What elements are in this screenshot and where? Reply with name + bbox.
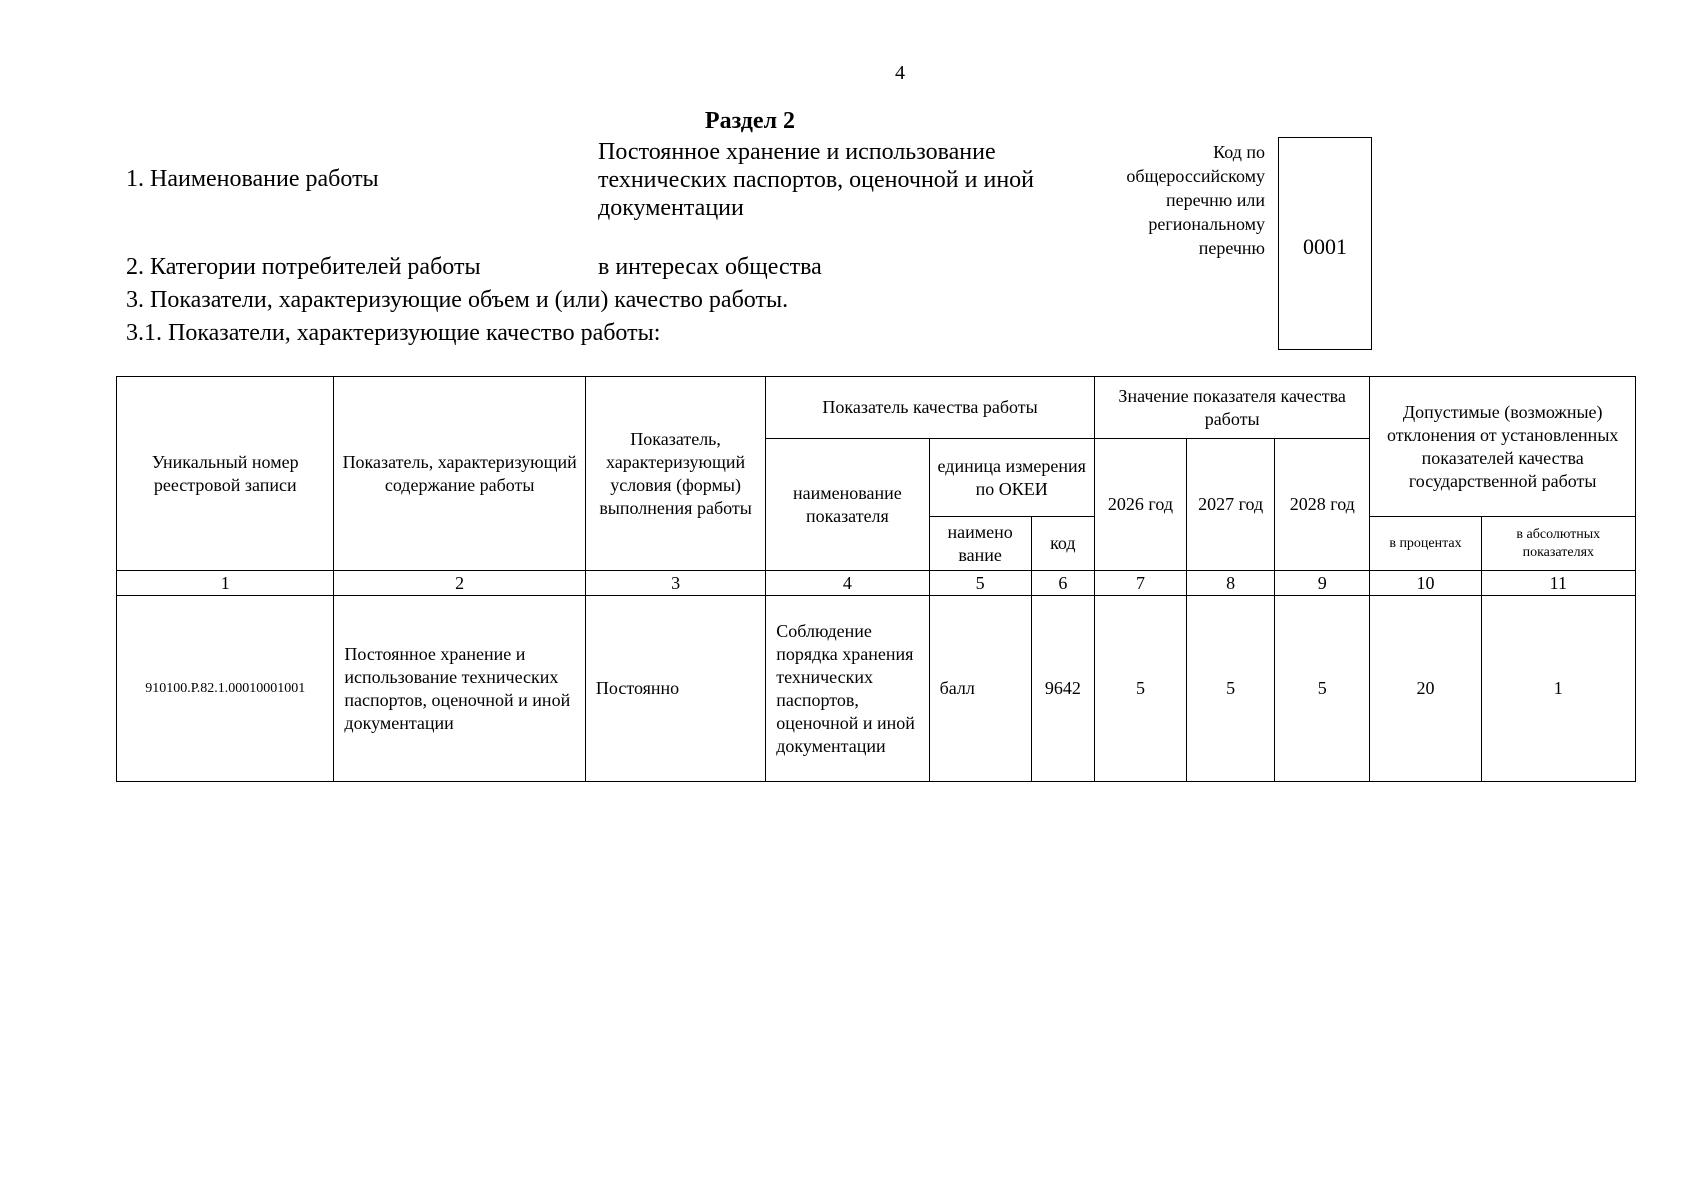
header-year-2027: 2027 год — [1187, 439, 1275, 571]
column-number: 6 — [1031, 571, 1094, 596]
column-number: 9 — [1275, 571, 1370, 596]
quality-indicators-table — [116, 376, 1636, 782]
unit-name-cell: балл — [929, 596, 1031, 782]
deviation-percent-cell: 20 — [1370, 596, 1481, 782]
quality-heading: 3.1. Показатели, характеризующие качество работы: — [126, 320, 661, 346]
value-2026-cell: 5 — [1094, 596, 1186, 782]
header-unit-code: код — [1031, 517, 1094, 571]
unit-code-cell: 9642 — [1031, 596, 1094, 782]
column-number: 7 — [1094, 571, 1186, 596]
header-conditions-indicator: Показатель, характеризующий условия (формы) выполнения работы — [585, 377, 765, 571]
work-name-label: 1. Наименование работы — [126, 166, 379, 192]
value-2028-cell: 5 — [1275, 596, 1370, 782]
registry-code-label: Код по общероссийскому перечню или региональному перечню — [1126, 142, 1265, 258]
content-cell: Постоянное хранение и использование технических паспортов, оценочной и иной документации — [334, 596, 585, 782]
column-number: 3 — [585, 571, 765, 596]
conditions-cell: Постоянно — [585, 596, 765, 782]
value-2027-cell: 5 — [1187, 596, 1275, 782]
column-number: 1 — [117, 571, 334, 596]
column-number: 8 — [1187, 571, 1275, 596]
deviation-absolute-cell: 1 — [1481, 596, 1635, 782]
indicator-name-cell: Соблюдение порядка хранения технических паспортов, оценочной и иной документации — [766, 596, 929, 782]
header-in-percent: в процентах — [1370, 517, 1481, 571]
header-quality-value: Значение показателя качества работы — [1094, 377, 1370, 439]
column-number: 5 — [929, 571, 1031, 596]
table-row — [117, 596, 1636, 782]
work-name-value: Постоянное хранение и использование технических паспортов, оценочной и иной документации — [598, 139, 1035, 221]
column-number: 2 — [334, 571, 585, 596]
header-year-2028: 2028 год — [1275, 439, 1370, 571]
header-deviations: Допустимые (возможные) отклонения от установленных показателей качества государственной работы — [1370, 377, 1636, 517]
consumers-label: 2. Категории потребителей работы — [126, 254, 481, 280]
registry-code-value: 0001 — [1303, 234, 1347, 259]
registry-number-cell: 910100.Р.82.1.00010001001 — [117, 596, 334, 782]
header-indicator-name: наименование показателя — [766, 439, 929, 571]
column-number: 4 — [766, 571, 929, 596]
page-number: 4 — [895, 62, 905, 84]
header-year-2026: 2026 год — [1094, 439, 1186, 571]
header-quality-indicator: Показатель качества работы — [766, 377, 1095, 439]
registry-code-box — [1278, 137, 1372, 350]
column-number: 11 — [1481, 571, 1635, 596]
header-unit-name: наимено вание — [929, 517, 1031, 571]
header-in-absolute: в абсолютных показателях — [1481, 517, 1635, 571]
section-title: Раздел 2 — [704, 108, 796, 134]
header-content-indicator: Показатель, характеризующий содержание работы — [334, 377, 585, 571]
column-number: 10 — [1370, 571, 1481, 596]
indicators-heading: 3. Показатели, характеризующие объем и (или) качество работы. — [126, 287, 789, 313]
header-unit: единица измерения по ОКЕИ — [929, 439, 1094, 517]
consumers-value: в интересах общества — [598, 254, 822, 280]
header-unique-number: Уникальный номер реестровой записи — [117, 377, 334, 571]
